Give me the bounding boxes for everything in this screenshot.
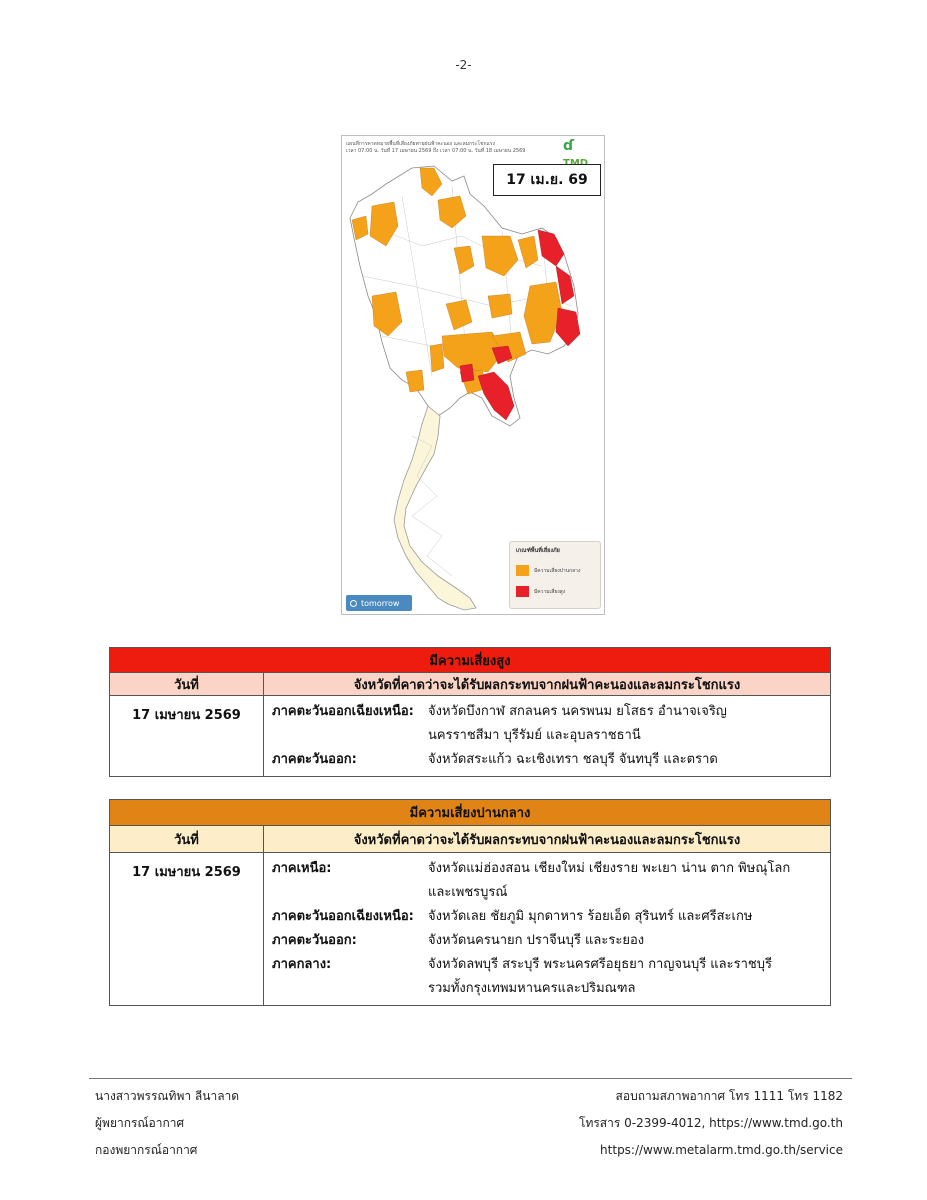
- legend-title: เกณฑ์พื้นที่เสี่ยงภัย: [516, 548, 560, 554]
- tomorrow-badge-text: tomorrow: [361, 598, 400, 608]
- region-provinces: จังหวัดสระแก้ว ฉะเชิงเทรา ชลบุรี จันทบุรี และตราด: [428, 752, 718, 767]
- region-name: ภาคตะวันออกเฉียงเหนือ:: [272, 704, 414, 719]
- map-caption-line-1: แผนที่การคาดหมายพื้นที่เสี่ยงภัยพายุฝนฟ้าคะนอง และลมกระโชกแรง: [346, 141, 495, 147]
- contact-phone: สอบถามสภาพอากาศ โทร 1111 โทร 1182: [615, 1089, 843, 1103]
- footer-contact: [579, 1083, 843, 1164]
- region-name: ภาคตะวันออกเฉียงเหนือ:: [272, 909, 414, 924]
- high-risk-col-provinces: จังหวัดที่คาดว่าจะได้รับผลกระทบจากฝนฟ้าคะนองและลมกระโชกแรง: [264, 673, 831, 696]
- region-provinces: จังหวัดนครนายก ปราจีนบุรี และระยอง: [428, 933, 645, 948]
- contact-fax-website[interactable]: โทรสาร 0-2399-4012, https://www.tmd.go.th: [579, 1116, 843, 1130]
- page-number: -2-: [455, 58, 472, 72]
- map-date-label: 17 เม.ย. 69: [493, 164, 601, 196]
- legend-label-moderate: มีความเสี่ยงปานกลาง: [534, 567, 581, 574]
- region-provinces-line-2: และเพชรบูรณ์: [428, 885, 508, 900]
- contact-service-link[interactable]: https://www.metalarm.tmd.go.th/service: [600, 1143, 843, 1157]
- forecaster-title: ผู้พยากรณ์อากาศ: [95, 1116, 185, 1130]
- region-provinces-line-1: จังหวัดลพบุรี สระบุรี พระนครศรีอยุธยา กาญจนบุรี และราชบุรี: [428, 957, 772, 972]
- legend-swatch-moderate: [516, 565, 529, 576]
- moderate-risk-region: [272, 857, 822, 905]
- region-name: ภาคเหนือ:: [272, 861, 332, 876]
- region-name: ภาคกลาง:: [272, 957, 332, 972]
- region-provinces: จังหวัดเลย ชัยภูมิ มุกดาหาร ร้อยเอ็ด สุรินทร์ และศรีสะเกษ: [428, 909, 753, 924]
- high-risk-table: [109, 647, 831, 777]
- moderate-risk-date: 17 เมษายน 2569: [110, 853, 264, 1006]
- legend-label-high: มีความเสี่ยงสูง: [534, 588, 566, 595]
- high-risk-title: มีความเสี่ยงสูง: [110, 648, 831, 673]
- high-risk-provinces: [264, 696, 831, 777]
- high-risk-region: [272, 700, 822, 748]
- high-risk-region: [272, 748, 822, 772]
- map-land-south: [394, 406, 476, 610]
- moderate-risk-col-date: วันที่: [110, 826, 264, 853]
- tomorrow-badge: [346, 595, 412, 611]
- region-name: ภาคตะวันออก:: [272, 933, 357, 948]
- region-provinces: [428, 857, 822, 905]
- high-risk-col-date: วันที่: [110, 673, 264, 696]
- region-provinces-line-1: จังหวัดแม่ฮ่องสอน เชียงใหม่ เชียงราย พะเยา น่าน ตาก พิษณุโลก: [428, 861, 791, 876]
- region-provinces-line-2: รวมทั้งกรุงเทพมหานครและปริมณฑล: [428, 981, 636, 996]
- footer-signature: [95, 1083, 239, 1164]
- moderate-risk-title: มีความเสี่ยงปานกลาง: [110, 800, 831, 826]
- moderate-risk-table: [109, 799, 831, 1006]
- map-caption: [346, 141, 551, 155]
- moderate-risk-region: [272, 905, 822, 929]
- tmd-logo-mark-icon: ɗ: [563, 138, 575, 154]
- map-caption-line-2: เวลา 07:00 น. วันที่ 17 เมษายน 2569 ถึง เวลา 07:00 น. วันที่ 18 เมษายน 2569: [346, 148, 526, 154]
- legend-swatch-high: [516, 586, 529, 597]
- tomorrow-logo-icon: [350, 600, 357, 607]
- map-legend: [509, 541, 601, 609]
- high-risk-date: 17 เมษายน 2569: [110, 696, 264, 777]
- legend-item-high: [516, 586, 565, 597]
- moderate-risk-region: [272, 953, 822, 1001]
- legend-item-moderate: [516, 565, 580, 576]
- forecaster-name: นางสาวพรรณทิพา ลีนาลาด: [95, 1089, 240, 1103]
- region-name: ภาคตะวันออก:: [272, 752, 357, 767]
- moderate-risk-region: [272, 929, 822, 953]
- moderate-risk-col-provinces: จังหวัดที่คาดว่าจะได้รับผลกระทบจากฝนฟ้าคะนองและลมกระโชกแรง: [264, 826, 831, 853]
- region-provinces-line-2: นครราชสีมา บุรีรัมย์ และอุบลราชธานี: [428, 728, 641, 743]
- moderate-risk-provinces: [264, 853, 831, 1006]
- region-provinces-line-1: จังหวัดบึงกาฬ สกลนคร นครพนม ยโสธร อำนาจเจริญ: [428, 704, 727, 719]
- forecaster-division: กองพยากรณ์อากาศ: [95, 1143, 198, 1157]
- region-provinces: [428, 953, 822, 1001]
- region-provinces: [428, 700, 822, 748]
- footer-divider: [89, 1078, 852, 1079]
- risk-map-figure: [341, 135, 605, 615]
